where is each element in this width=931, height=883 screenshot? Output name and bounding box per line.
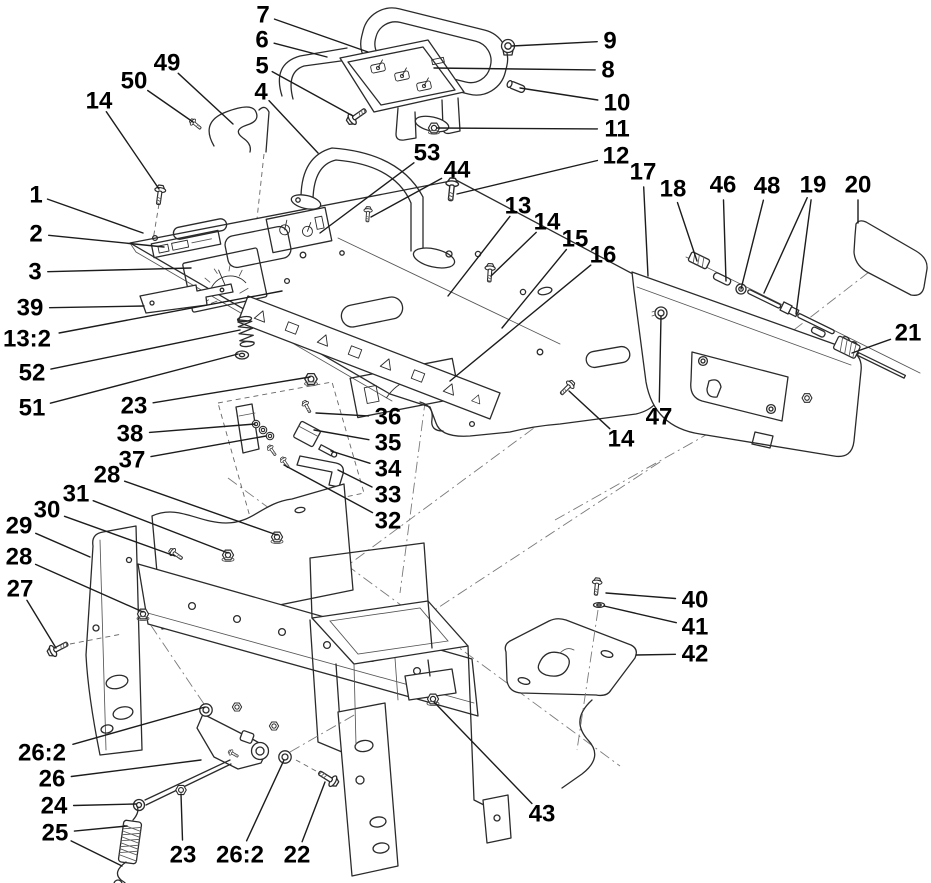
callout-1: 1 [29,181,43,209]
callout-24: 24 [40,792,68,820]
callout-3: 3 [28,258,42,286]
callout-15: 15 [561,225,589,253]
callout-50: 50 [120,67,148,95]
leader-line [434,68,595,70]
callout-26:2: 26:2 [215,841,265,869]
callout-44: 44 [443,156,471,184]
callout-4: 4 [254,78,268,106]
leader-line [36,533,90,557]
leader-line [314,430,369,440]
part-control-panel-plate [130,180,670,436]
callout-37: 37 [118,446,146,474]
leader-line [153,377,310,403]
leader-line [724,200,727,281]
leader-line [644,187,648,276]
callout-14: 14 [85,87,113,115]
callout-26:2: 26:2 [17,739,67,767]
callout-25: 25 [41,819,69,847]
callout-23: 23 [169,841,197,869]
leader-line [512,42,597,46]
callout-6: 6 [255,26,269,54]
leader-line [74,804,136,806]
leader-line [51,330,240,369]
callout-17: 17 [629,158,657,186]
part-wire-lever [153,107,269,205]
callout-52: 52 [18,359,46,387]
callout-22: 22 [283,841,311,869]
callout-14: 14 [607,425,635,453]
leader-line [71,760,201,777]
callout-46: 46 [709,171,737,199]
callout-26: 26 [38,765,66,793]
leader-line [520,88,598,100]
leader-line [606,593,676,599]
callout-27: 27 [6,575,34,603]
callout-40: 40 [681,586,709,614]
callout-11: 11 [604,115,630,143]
leader-line [741,200,763,289]
callout-29: 29 [5,512,33,540]
callout-13: 13 [504,192,532,220]
leader-line [316,413,369,416]
callout-12: 12 [602,142,630,170]
callout-48: 48 [753,172,781,200]
callout-33: 33 [374,481,402,509]
leader-line [27,600,56,648]
callout-30: 30 [33,496,61,524]
leader-line [274,43,327,57]
leader-line [181,794,183,840]
part-right-panel-assembly [632,252,920,457]
callout-20: 20 [844,171,872,199]
callout-28: 28 [93,461,121,489]
callout-13:2: 13:2 [2,325,52,353]
callout-38: 38 [116,420,144,448]
part-cover-plate [854,221,927,295]
leader-line [71,841,122,866]
callout-43: 43 [528,800,556,828]
callout-53: 53 [413,139,441,167]
callout-42: 42 [681,640,709,668]
callout-47: 47 [645,403,673,431]
callout-41: 41 [681,613,709,641]
callout-16: 16 [589,241,617,269]
leader-line [604,606,676,623]
callout-36: 36 [374,403,402,431]
leader-line [74,826,127,831]
leader-line [178,73,233,124]
leader-line [437,128,597,129]
leader-line [434,702,532,804]
callout-31: 31 [62,480,90,508]
callout-32: 32 [374,507,402,535]
callout-35: 35 [374,429,402,457]
callout-14: 14 [533,208,561,236]
callout-2: 2 [29,220,43,248]
callout-51: 51 [18,394,46,422]
leader-line [269,101,318,153]
callout-19: 19 [799,171,827,199]
leader-line [48,199,144,233]
callout-21: 21 [894,319,922,347]
callout-28: 28 [5,543,33,571]
leader-line [636,654,675,655]
leader-line [457,161,597,195]
callout-10: 10 [603,89,631,117]
part-mount-bracket [505,578,636,750]
callout-34: 34 [374,455,402,483]
callout-7: 7 [256,1,270,29]
callout-5: 5 [255,52,269,80]
leader-line [302,782,325,842]
callout-49: 49 [153,49,181,77]
part-upper-handle-assembly [279,2,525,141]
callout-18: 18 [659,175,687,203]
leader-line [247,760,284,841]
callout-9: 9 [603,27,617,55]
leader-line [331,451,370,463]
callout-23: 23 [120,392,148,420]
leader-line [50,306,144,308]
leader-line [272,72,353,116]
leader-line [148,91,193,123]
callout-39: 39 [16,294,44,322]
leader-line [106,112,159,189]
leader-line [678,203,698,261]
callout-8: 8 [601,56,615,84]
